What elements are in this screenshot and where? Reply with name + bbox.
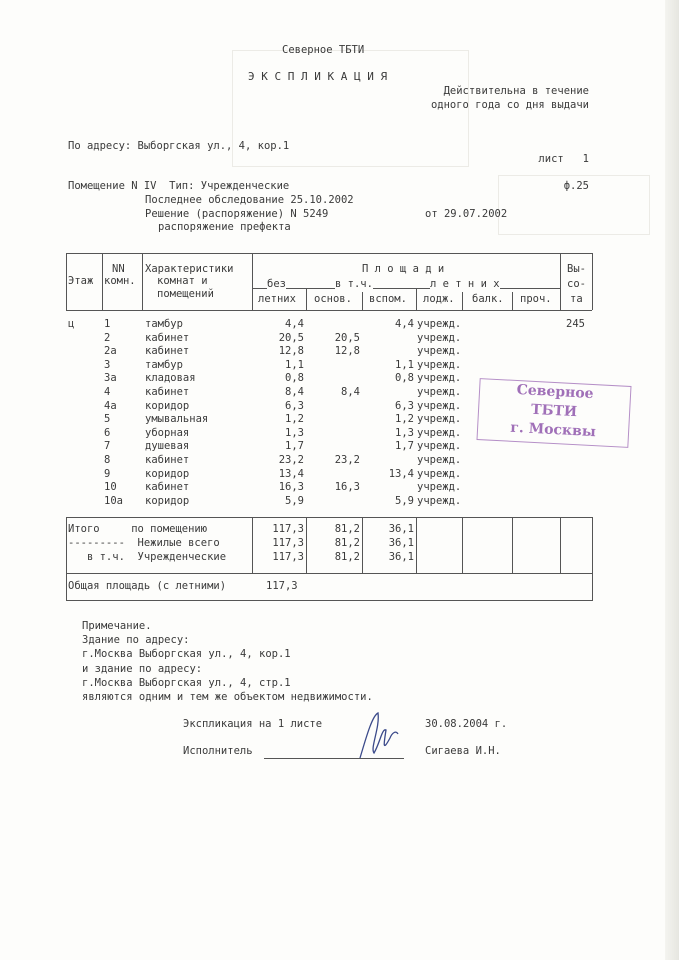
row-name: кабинет xyxy=(145,481,190,494)
note-line: Примечание. xyxy=(82,620,152,632)
row-aux: 1,3 xyxy=(395,426,414,439)
sheet-number: лист 1 xyxy=(538,153,589,165)
row-use: учрежд. xyxy=(417,331,462,344)
row-use: учрежд. xyxy=(417,358,462,371)
header-proch: проч. xyxy=(520,293,552,305)
note-line: Здание по адресу: xyxy=(82,634,190,647)
totals-total: 117,3 xyxy=(272,523,304,535)
row-aux: 6,3 xyxy=(395,399,414,412)
totals-main: 81,2 xyxy=(334,537,360,549)
totals-label: в т.ч. Учрежденческие xyxy=(68,551,227,563)
header-osn: основ. xyxy=(314,293,352,305)
row-name: душевая xyxy=(145,440,190,453)
row-main: 12,8 xyxy=(334,345,360,358)
header-letnih: л е т н и х xyxy=(430,278,500,290)
row-main: 16,3 xyxy=(334,481,360,494)
totals-aux: 36,1 xyxy=(388,523,414,535)
overall-label: Общая площадь (с летними) xyxy=(68,580,227,592)
decision-by: распоряжение префекта xyxy=(158,221,291,233)
row-total: 1,2 xyxy=(285,413,304,426)
row-name: умывальная xyxy=(145,413,209,426)
header-height: та xyxy=(570,293,583,305)
row-use: учрежд. xyxy=(417,372,462,385)
executor-label: Исполнитель xyxy=(183,745,253,757)
row-aux: 4,4 xyxy=(395,318,414,330)
row-main: 8,4 xyxy=(341,386,360,398)
row-total: 12,8 xyxy=(278,345,304,358)
row-number: 2а xyxy=(104,345,117,358)
premises: Помещение N IV Тип: Учрежденческие xyxy=(68,180,290,192)
decision: Решение (распоряжение) N 5249 xyxy=(145,208,329,220)
header-height: Вы- xyxy=(567,263,586,275)
last-survey: Последнее обследование 25.10.2002 xyxy=(145,194,354,206)
row-aux: 1,1 xyxy=(395,358,414,371)
header-floor: Этаж xyxy=(68,275,94,287)
row-aux: 13,4 xyxy=(388,467,414,480)
row-total: 1,1 xyxy=(285,358,304,371)
totals-label: Итого по помещению xyxy=(68,523,208,535)
row-aux: 5,9 xyxy=(395,494,414,507)
row-name: коридор xyxy=(145,399,190,412)
row-total: 1,7 xyxy=(285,440,304,453)
organization: Северное ТБТИ xyxy=(282,44,365,56)
row-aux: 1,7 xyxy=(395,440,414,453)
row-use: учрежд. xyxy=(417,426,462,439)
totals-aux: 36,1 xyxy=(388,537,414,549)
row-use: учрежд. xyxy=(417,386,462,398)
row-name: тамбур xyxy=(145,318,183,330)
row-number: 8 xyxy=(104,454,111,466)
row-name: коридор xyxy=(145,494,190,507)
header-char: комнат и xyxy=(157,275,208,287)
header-vsp: вспом. xyxy=(369,293,407,305)
row-name: кабинет xyxy=(145,454,190,466)
row-name: кладовая xyxy=(145,372,196,385)
row-number: 4а xyxy=(104,399,117,412)
header-areas: П л о щ а д и xyxy=(362,263,445,275)
row-main: 23,2 xyxy=(334,454,360,466)
note-line: г.Москва Выборгская ул., 4, кор.1 xyxy=(82,648,291,661)
row-use: учрежд. xyxy=(417,318,462,330)
row-name: тамбур xyxy=(145,358,183,371)
totals-total: 117,3 xyxy=(272,551,304,563)
row-use: учрежд. xyxy=(417,440,462,453)
stamp xyxy=(476,378,631,448)
row-main: 20,5 xyxy=(334,331,360,344)
sheets-line: Экспликация на 1 листе xyxy=(183,718,323,730)
header-char: Характеристики xyxy=(145,263,234,275)
totals-label: --------- Нежилые всего xyxy=(68,537,220,549)
header-vtch: в т.ч. xyxy=(335,278,373,290)
row-total: 23,2 xyxy=(278,454,304,466)
floor-value: ц xyxy=(68,318,75,330)
note-line: г.Москва Выборгская ул., 4, стр.1 xyxy=(82,676,291,689)
overall-value: 117,3 xyxy=(266,580,298,592)
stamp-line: Северное xyxy=(516,382,594,403)
header-balk: балк. xyxy=(472,293,504,305)
stamp-line: г. Москвы xyxy=(509,419,597,441)
row-number: 2 xyxy=(104,331,111,344)
height-value: 245 xyxy=(566,318,585,330)
row-name: уборная xyxy=(145,426,190,439)
row-name: кабинет xyxy=(145,386,190,398)
row-total: 0,8 xyxy=(285,372,304,385)
row-use: учрежд. xyxy=(417,494,462,507)
header-nn: NN xyxy=(112,263,125,275)
scan-edge xyxy=(665,0,679,960)
header-height: со- xyxy=(567,278,586,290)
row-use: учрежд. xyxy=(417,467,462,480)
row-total: 6,3 xyxy=(285,399,304,412)
totals-aux: 36,1 xyxy=(388,551,414,563)
header-bez: летних xyxy=(258,293,296,305)
row-name: кабинет xyxy=(145,331,190,344)
row-total: 13,4 xyxy=(278,467,304,480)
row-name: коридор xyxy=(145,467,190,480)
header-nn: комн. xyxy=(104,275,136,287)
executor-name: Сигаева И.Н. xyxy=(425,745,501,757)
address: По адресу: Выборгская ул., 4, кор.1 xyxy=(68,140,290,152)
note-line: являются одним и тем же объектом недвижимости. xyxy=(82,691,373,703)
document-title: Э К С П Л И К А Ц И Я xyxy=(248,70,388,83)
row-use: учрежд. xyxy=(417,413,462,426)
totals-main: 81,2 xyxy=(334,523,360,535)
row-number: 6 xyxy=(104,426,111,439)
row-total: 8,4 xyxy=(285,386,304,398)
row-number: 10 xyxy=(104,481,117,494)
note-line: и здание по адресу: xyxy=(82,662,203,675)
validity-2: одного года со дня выдачи xyxy=(430,99,589,111)
row-number: 9 xyxy=(104,467,111,480)
header-char: помещений xyxy=(157,288,214,300)
row-number: 4 xyxy=(104,386,111,398)
row-total: 1,3 xyxy=(285,426,304,439)
row-use: учрежд. xyxy=(417,481,462,494)
signature xyxy=(352,708,402,763)
row-name: кабинет xyxy=(145,345,190,358)
header-bez: без xyxy=(267,278,286,290)
row-total: 4,4 xyxy=(285,318,304,330)
row-number: 7 xyxy=(104,440,111,453)
row-total: 20,5 xyxy=(278,331,304,344)
header-lodzh: лодж. xyxy=(423,293,455,305)
row-total: 16,3 xyxy=(278,481,304,494)
row-number: 5 xyxy=(104,413,111,426)
row-number: 1 xyxy=(104,318,111,330)
row-number: 3а xyxy=(104,372,117,385)
row-number: 10а xyxy=(104,494,123,507)
row-use: учрежд. xyxy=(417,399,462,412)
validity-1: Действительна в течение xyxy=(443,85,589,97)
date: 30.08.2004 г. xyxy=(425,718,508,730)
row-aux: 1,2 xyxy=(395,413,414,426)
totals-main: 81,2 xyxy=(334,551,360,563)
stamp-line: ТБТИ xyxy=(530,401,578,421)
row-use: учрежд. xyxy=(417,345,462,358)
row-aux: 0,8 xyxy=(395,372,414,385)
row-use: учрежд. xyxy=(417,454,462,466)
form-number: ф.25 xyxy=(563,180,589,192)
row-number: 3 xyxy=(104,358,111,371)
totals-total: 117,3 xyxy=(272,537,304,549)
decision-date: от 29.07.2002 xyxy=(425,208,508,220)
row-total: 5,9 xyxy=(285,494,304,507)
